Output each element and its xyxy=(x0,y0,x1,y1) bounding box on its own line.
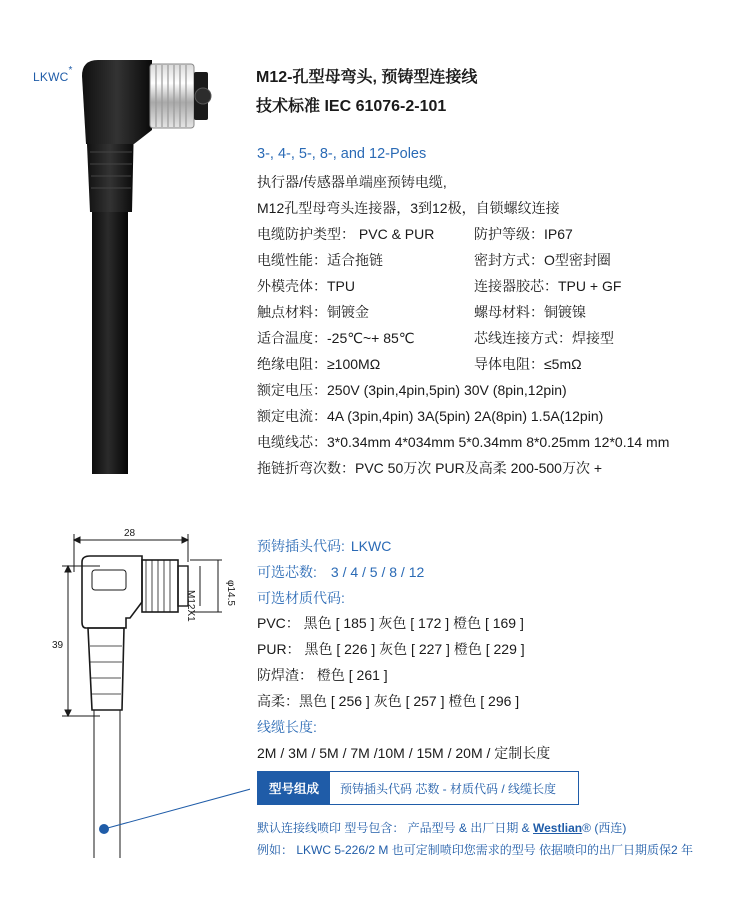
flex-cycles: 拖链折弯次数：PVC 50万次 PUR及高柔 200-500万次 + xyxy=(257,460,603,476)
material-option: 防焊渣： 橙色 [ 261 ] xyxy=(257,667,388,683)
plug-code-value: LKWC xyxy=(350,538,392,554)
diameter-dimension: φ14.5 xyxy=(225,580,236,606)
spec-left: 电缆性能：适合拖链 xyxy=(257,252,383,268)
spec-left: 触点材料：铜镀金 xyxy=(257,304,369,320)
standard-title: 技术标准 IEC 61076-2-101 xyxy=(256,98,447,115)
spec-left: 绝缘电阻：≥100MΩ xyxy=(257,356,381,372)
spec-right: 密封方式：O型密封圈 xyxy=(474,252,611,268)
spec-row xyxy=(257,250,611,270)
spec-right: 连接器胶芯：TPU + GF xyxy=(474,278,622,294)
spec-right: 导体电阻：≤5mΩ xyxy=(474,356,582,372)
print-note-suffix: ® (西连) xyxy=(582,821,627,835)
cable-cores: 电缆线芯：3*0.34mm 4*034mm 5*0.34mm 8*0.25mm 12*0.14 mm xyxy=(257,434,670,450)
spec-right: 螺母材料：铜镀镍 xyxy=(474,304,586,320)
product-title: M12-孔型母弯头, 预铸型连接线 xyxy=(256,69,478,86)
spec-right: 芯线连接方式：焊接型 xyxy=(474,330,614,346)
spec-left: 适合温度：-25℃~+ 85℃ xyxy=(257,330,415,346)
material-label: 可选材质代码: xyxy=(257,590,345,606)
spec-right: 防护等级：IP67 xyxy=(474,226,573,242)
model-composition xyxy=(257,771,579,805)
material-option: PVC： 黑色 [ 185 ] 灰色 [ 172 ] 橙色 [ 169 ] xyxy=(257,615,524,631)
description-line-1: 执行器/传感器单端座预铸电缆, xyxy=(257,174,447,190)
spec-row xyxy=(257,276,622,296)
spec-row xyxy=(257,328,614,348)
print-note-prefix: 默认连接线喷印 型号包含： 产品型号 & 出厂日期 & xyxy=(257,821,534,835)
brand-mark: * xyxy=(68,65,73,76)
height-dimension: 39 xyxy=(52,640,64,651)
length-label: 线缆长度: xyxy=(257,719,317,735)
westlian-brand: Westlian xyxy=(533,821,583,835)
material-option: 高柔：黑色 [ 256 ] 灰色 [ 257 ] 橙色 [ 296 ] xyxy=(257,693,520,709)
product-photo xyxy=(62,52,222,477)
material-option: PUR： 黑色 [ 226 ] 灰色 [ 227 ] 橙色 [ 229 ] xyxy=(257,641,525,657)
length-options: 2M / 3M / 5M / 7M /10M / 15M / 20M / 定制长度 xyxy=(257,745,551,761)
cores-value: 3 / 4 / 5 / 8 / 12 xyxy=(330,564,425,580)
brand-name: LKWC xyxy=(33,70,69,84)
model-description: 预铸插头代码 芯数 - 材质代码 / 线缆长度 xyxy=(340,781,557,796)
spec-left: 外模壳体：TPU xyxy=(257,278,355,294)
cores-label: 可选芯数: xyxy=(257,564,317,580)
print-note xyxy=(257,819,626,836)
plug-code-label: 预铸插头代码: xyxy=(257,538,345,554)
technical-drawing xyxy=(40,522,250,867)
spec-row xyxy=(257,224,573,244)
thread-dimension: M12X1 xyxy=(185,590,196,622)
description-line-2: M12孔型母弯头连接器，3到12极，自锁螺纹连接 xyxy=(257,200,560,216)
rated-current: 额定电流：4A (3pin,4pin) 3A(5pin) 2A(8pin) 1.5A(12pin) xyxy=(257,408,604,424)
rated-voltage: 额定电压：250V (3pin,4pin,5pin) 30V (8pin,12pin) xyxy=(257,382,567,398)
example-note: 例如： LKWC 5-226/2 M 也可定制喷印您需求的型号 依据喷印的出厂日期质保2 年 xyxy=(257,843,694,857)
cores-option xyxy=(257,562,424,582)
spec-row xyxy=(257,302,586,322)
plug-code xyxy=(257,536,391,556)
width-dimension: 28 xyxy=(124,528,136,539)
spec-row xyxy=(257,354,582,374)
poles-heading: 3-, 4-, 5-, 8-, and 12-Poles xyxy=(257,146,427,162)
spec-left: 电缆防护类型： PVC & PUR xyxy=(257,226,435,242)
model-tag: 型号组成 xyxy=(258,772,330,804)
